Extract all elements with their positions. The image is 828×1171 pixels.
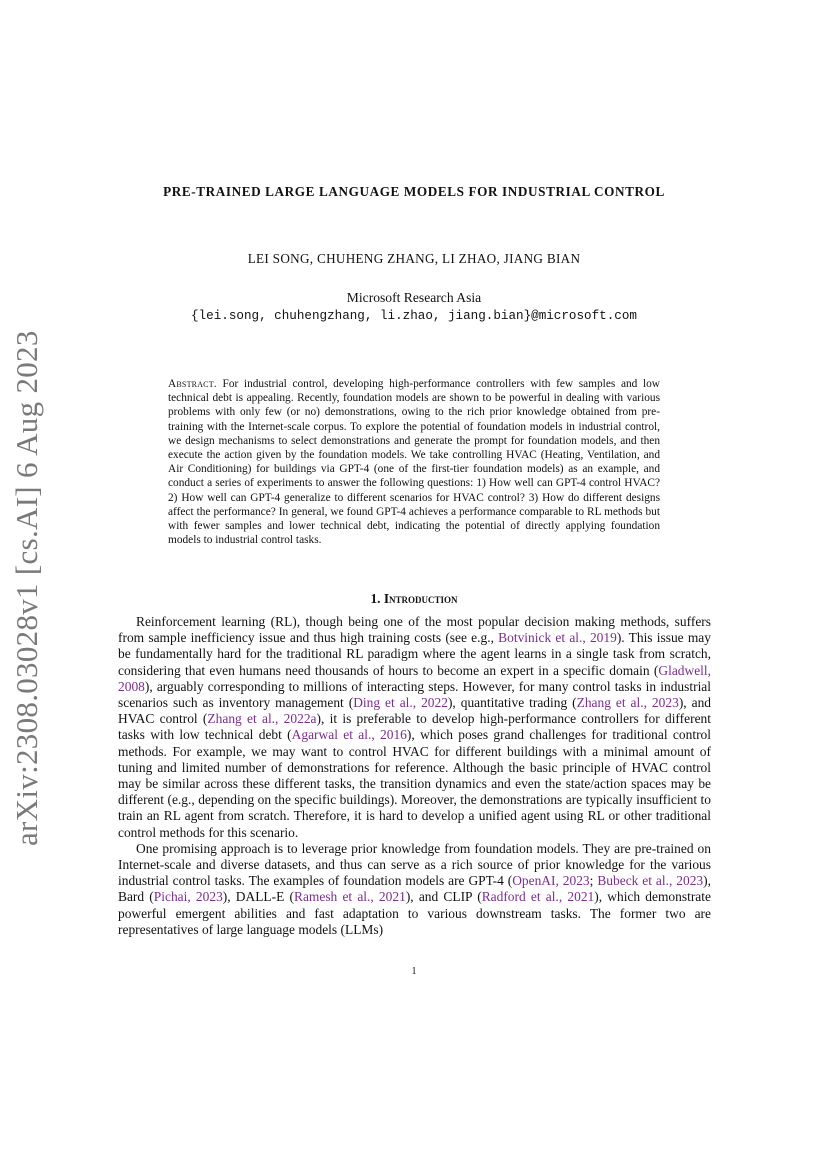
citation-link[interactable]: Zhang et al., 2023 — [576, 695, 679, 711]
abstract-text: For industrial control, developing high-performance controllers with few samples and low technical debt is appealing. Recently, foundation models are shown to be powerful in dealing with various problems with only few (or no) demonstrations, owing to the rich prior knowledge obtained from pre-training with the Internet-scale corpus. To explore the potential of foundation models in industrial control, we design mechanisms to select demonstrations and generate the prompt for foundation models, and then execute the action given by the foundation models. We take controlling HVAC (Heating, Ventilation, and Air Conditioning) for buildings via GPT-4 (one of the first-tier foundation models) as an example, and conduct a series of experiments to answer the following questions: 1) How well can GPT-4 control HVAC? 2) How well can GPT-4 generalize to different scenarios for HVAC control? 3) How do different designs affect the performance? In general, we found GPT-4 achieves a performance comparable to RL methods but with fewer samples and lower technical debt, indicating the potential of directly applying foundation models to industrial control tasks. — [168, 378, 660, 547]
author-list: LEI SONG, CHUHENG ZHANG, LI ZHAO, JIANG BIAN — [247, 251, 581, 266]
text-run: ; — [589, 873, 598, 889]
citation-link[interactable]: Ramesh et al., 2021 — [293, 889, 406, 905]
abstract — [168, 377, 660, 547]
author-emails: {lei.song, chuhengzhang, li.zhao, jiang.bian}@microsoft.com — [191, 309, 637, 323]
text-run: ), and CLIP ( — [405, 889, 482, 905]
text-run: ), and HVAC control ( — [118, 695, 712, 727]
affiliation: Microsoft Research Asia — [346, 290, 482, 305]
text-run: ), arguably corresponding to millions of interacting steps. However, for many control tasks in industrial scenarios such as inventory management ( — [118, 678, 711, 711]
paragraph-2 — [118, 841, 711, 938]
text-run: Reinforcement learning (RL), though being one of the most popular decision making methods, suffers from sample inefficiency issue and thus high training costs (see e.g., — [118, 614, 711, 646]
citation-link[interactable]: Pichai, 2023 — [153, 889, 223, 905]
text-run: ), which demonstrate powerful emergent abilities and fast adaptation to various downstream tasks. The former two are representatives of large language models (LLMs) — [118, 889, 711, 937]
citation-link[interactable]: Zhang et al., 2022a — [207, 711, 317, 727]
citation-link[interactable]: Radford et al., 2021 — [481, 889, 595, 905]
text-run: ), quantitative trading ( — [447, 695, 577, 711]
section-title: Introduction — [383, 591, 458, 606]
text-run: ), DALL-E ( — [222, 889, 294, 905]
citation-link[interactable]: OpenAI, 2023 — [512, 873, 590, 889]
text-run: One promising approach is to leverage prior knowledge from foundation models. They are pre-trained on Internet-scale and diverse datasets, and thus can serve as a rich source of prior knowledge for the various industrial control tasks. The examples of foundation models are GPT-4 ( — [118, 840, 711, 889]
abstract-label: Abstract. — [168, 378, 217, 390]
text-run: ). This issue may be fundamentally hard for the traditional RL paradigm where the agent learns in a single task from scratch, considering that even humans need thousands of hours to become an expert in a specific domain ( — [118, 630, 711, 678]
page-number: 1 — [411, 966, 417, 977]
text-run: ), which poses grand challenges for traditional control methods. For example, we may want to control HVAC for different buildings with a minimal amount of tuning and limited number of demonstrations for reference. Although the basic principle of HVAC control may be similar across these different tasks, the transition dynamics and even the state/action spaces may be different (e.g., depending on the specific buildings). Moreover, the demonstrations are typically insufficient to train an RL agent from scratch. Therefore, it is hard to develop a unified agent using RL or other traditional control methods for this scenario. — [118, 727, 711, 840]
section-heading-introduction — [0, 591, 828, 607]
citation-link[interactable]: Agarwal et al., 2016 — [291, 727, 407, 743]
citation-link[interactable]: Gladwell, 2008 — [118, 662, 711, 694]
arxiv-identifier: arXiv:2308.03028v1 [cs.AI] 6 Aug 2023 — [9, 330, 44, 846]
citation-link[interactable]: Botvinick et al., 2019 — [498, 630, 617, 646]
paragraph-1 — [118, 614, 711, 841]
citation-link[interactable]: Ding et al., 2022 — [353, 695, 448, 711]
text-run: ), Bard ( — [118, 873, 711, 905]
section-number: 1. — [370, 591, 381, 606]
paper-title: PRE-TRAINED LARGE LANGUAGE MODELS FOR INDUSTRIAL CONTROL — [163, 184, 665, 199]
citation-link[interactable]: Bubeck et al., 2023 — [597, 873, 704, 889]
introduction-body — [118, 614, 711, 938]
text-run: ), it is preferable to develop high-performance controllers for different tasks with low technical debt ( — [118, 711, 711, 743]
